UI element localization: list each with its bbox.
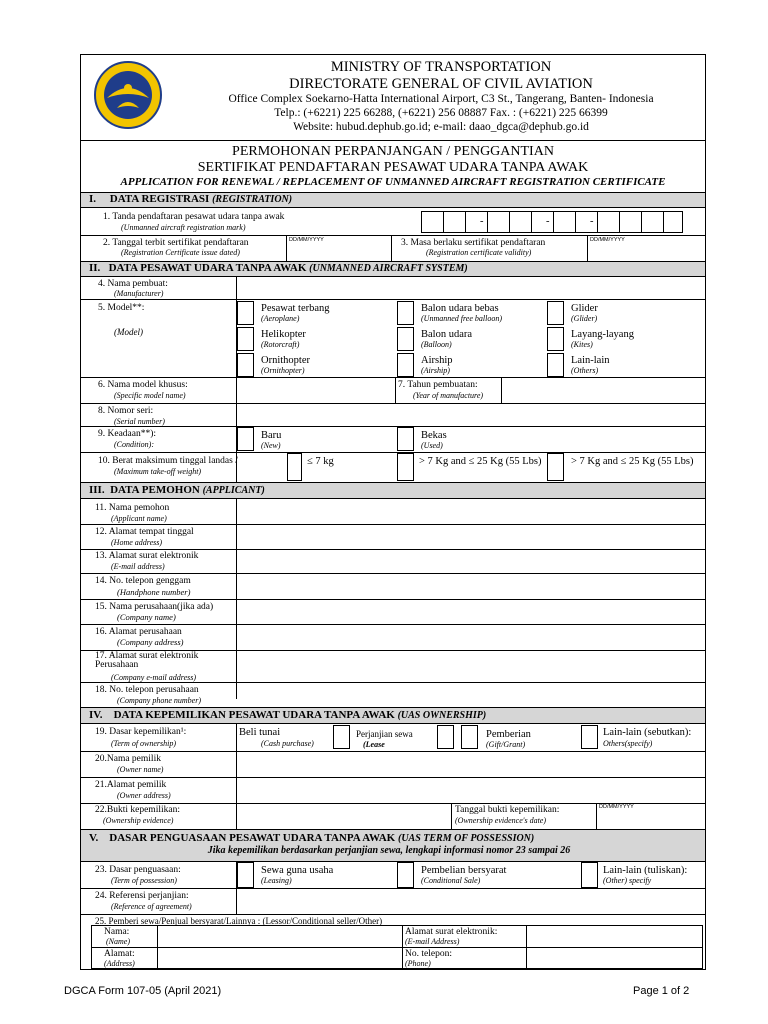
handphone-input[interactable] xyxy=(237,573,705,599)
section-applicant-header: III. DATA PEMOHON (APPLICANT) xyxy=(81,482,705,499)
year-label: 7. Tahun pembuatan: xyxy=(398,380,478,390)
mtow-over-25kg-label: > 7 Kg and ≤ 25 Kg (55 Lbs) xyxy=(571,456,694,467)
validity-label: 3. Masa berlaku sertifikat pendaftaran xyxy=(401,238,546,248)
model-kites-label: Layang-layang xyxy=(571,329,634,340)
condition-new-label: Baru xyxy=(261,430,282,441)
company-name-label: 15. Nama perusahaan(jika ada) xyxy=(95,602,214,612)
company-name-input[interactable] xyxy=(237,599,705,624)
issue-date-label-en: (Registration Certificate issue dated) xyxy=(121,248,240,257)
office-phone: Telp.: (+6221) 225 66288, (+6221) 256 08887 Fax. : (+6221) 225 66399 xyxy=(274,107,608,119)
model-glider-checkbox[interactable] xyxy=(547,301,564,325)
owner-name-input[interactable] xyxy=(237,751,705,777)
model-kites-checkbox[interactable] xyxy=(547,327,564,351)
company-phone-input[interactable] xyxy=(237,682,705,699)
ministry-title: MINISTRY OF TRANSPORTATION xyxy=(330,59,552,75)
own-others-label: Lain-lain (sebutkan): xyxy=(603,727,692,738)
model-balloon-label: Balon udara xyxy=(421,329,473,340)
model-airship-checkbox[interactable] xyxy=(397,353,414,377)
mtow-7-25kg-checkbox[interactable] xyxy=(397,453,414,481)
owner-address-label: 21.Alamat pemilik xyxy=(95,780,167,790)
reg-mark-label: 1. Tanda pendaftaran pesawat udara tanpa awak xyxy=(103,212,285,222)
possession-note: Jika kepemilikan berdasarkan perjanjian sewa, lengkapi informasi nomor 23 sampai 26 xyxy=(207,845,571,856)
handphone-label: 14. No. telepon genggam xyxy=(95,576,191,586)
model-others-checkbox[interactable] xyxy=(547,353,564,377)
own-others-checkbox[interactable] xyxy=(581,725,598,749)
validity-label-en: (Registration certificate validity) xyxy=(426,248,532,257)
serial-label: 8. Nomor seri: xyxy=(98,406,154,416)
lessor-phone-input[interactable] xyxy=(527,948,702,968)
lessor-phone-label: No. telepon: xyxy=(405,949,452,959)
year-input[interactable] xyxy=(502,377,705,403)
lessor-email-label: Alamat surat elektronik: xyxy=(405,927,498,937)
home-address-input[interactable] xyxy=(237,524,705,549)
condition-label: 9. Keadaan**): xyxy=(98,429,157,439)
own-lease-checkbox[interactable] xyxy=(437,725,454,749)
office-web: Website: hubud.dephub.go.id; e-mail: daao_dgca@dephub.go.id xyxy=(293,121,589,133)
specific-model-label: 6. Nama model khusus: xyxy=(98,380,188,390)
evidence-date-label: Tanggal bukti kepemilikan: xyxy=(455,805,560,815)
owner-address-input[interactable] xyxy=(237,777,705,803)
agreement-ref-label: 24. Referensi perjanjian: xyxy=(95,891,189,901)
evidence-date-input[interactable]: DD/MM/YYYY xyxy=(599,804,634,810)
model-rotorcraft-label: Helikopter xyxy=(261,329,306,340)
model-balloon-checkbox[interactable] xyxy=(397,327,414,351)
letterhead xyxy=(81,55,705,141)
form-frame: MINISTRY OF TRANSPORTATION DIRECTORATE GENERAL OF CIVIL AVIATION Office Complex Soekarno-Hatta International Airport, C3 St., Tangerang, Banten- Indonesia Telp.: (+6221) 225 66288, (+6221) 256 08887 Fax. : (+6221) 225 66399 Website: hubud.dephub.go.id; e-mail: daao_dgca@dephub.go.id PERMOHONAN PERPANJANGAN / PENGGANTIAN SERTIFIKAT PENDAFTARAN PESAWAT UDARA TANPA AWAK APPLICATION FOR RENEWAL / REPLACEMENT OF UNMANNED AIRCRAFT REGISTRATION CERTIFICATE I. DATA REGISTRASI (REGISTRATION) 1. Tanda pendaftaran pesawat udara tanpa awak (Unmanned aircraft registration mark) - - - 2. Tanggal terbit sertifikat pendaftaran (Registration Certificate issue dated) DD/MM/YYYY 3. Masa berlaku sertifikat pendaftaran (Registration certificate validity) DD/MM/YYYY II. DATA PESAWAT UDARA TANPA AWAK (UNMANNED AIRCRAFT SYSTEM) 4. Nama pembuat: (Manufacturer) 5. Model**: (Model) Pesawat terbang (Aeroplane) Balon udara bebas (Unmanned free balloon) Glider (Glider) Helikopter (Rotorcraft) Balon udara (Balloon) Layang-layang (Kites) Ornithopter (Ornithopter) Airship (Airship) Lain-lain (Others) 6. Nama model khusus: (Specific model name) 7. Tahun pembuatan: (Year of manufacture) 8. Nomor seri: (Serial number) 9. Keadaan**): (Condition): Baru (New) Bekas (Used) 10. Berat maksimum tinggal landas / (Maximum take-off weight) ≤ 7 kg > 7 Kg and ≤ 25 Kg (55 Lbs) > 7 Kg and ≤ 25 Kg (55 Lbs) III. DATA PEMOHON (APPLICANT) 11. Nama pemohon (Applicant name) 12. Alamat tempat tinggal (Home address) 13. Alamat surat elektronik (E-mail address) 14. No. telepon genggam (Handphone number) 15. Nama perusahaan(jika ada) (Company name) 16. Alamat perusahaan (Company address) 17. Alamat surat elektronik Perusahaan (Company e-mail address) 18. No. telepon perusahaan (Company phone number) IV. DATA KEPEMILIKAN PESAWAT UDARA TANPA AWAK (UAS OWNERSHIP) 19. Dasar kepemilikan¹: (Term of ownership) Beli tunai (Cash purchase) Perjanjian sewa (Lease Pemberian (Gift/Grant) Lain-lain (sebutkan): Others(specify) 20.Nama pemilik (Owner name) 21.Alamat pemilik (Owner address) 22.Bukti kepemilikan: (Ownership evidence) Tanggal bukti kepemilikan: (Ownership evidence's date) DD/MM/YYYY V. DASAR PENGUASAAN PESAWAT UDARA TANPA AWAK (UAS TERM OF POSSESSION) Jika kepemilikan berdasarkan perjanjian sewa, lengkapi informasi nomor 23 sampai 26 23. Dasar penguasaan: (Term of possession) Sewa guna usaha (Leasing) Pembelian bersyarat (Conditional Sale) Lain-lain (tuliskan): (Other) specify 24. Referensi perjanjian: (Reference of agreement) 25. Pemberi sewa/Penjual bersyarat/Lainnya : (Lessor/Conditional seller/Other) Nama: (Name) Alamat: (Address) Alamat surat elektronik: (E-mail Address) No. telepon: (Phone) xyxy=(80,54,706,970)
mtow-under-7kg-checkbox[interactable] xyxy=(287,453,302,481)
poss-leasing-label: Sewa guna usaha xyxy=(261,865,334,876)
ownership-term-label: 19. Dasar kepemilikan¹: xyxy=(95,727,187,737)
mtow-label: 10. Berat maksimum tinggal landas / xyxy=(98,456,238,466)
form-title-1: PERMOHONAN PERPANJANGAN / PENGGANTIAN xyxy=(232,144,554,159)
reg-mark-label-en: (Unmanned aircraft registration mark) xyxy=(121,223,246,232)
issue-date-label: 2. Tanggal terbit sertifikat pendaftaran xyxy=(103,238,249,248)
poss-conditional-label: Pembelian bersyarat xyxy=(421,865,507,876)
section-ownership-header: IV. DATA KEPEMILIKAN PESAWAT UDARA TANPA AWAK (UAS OWNERSHIP) xyxy=(81,707,705,724)
page-number: Page 1 of 2 xyxy=(633,985,690,997)
model-ornithopter-label: Ornithopter xyxy=(261,355,310,366)
own-gift-checkbox[interactable] xyxy=(461,725,478,749)
model-free-balloon-label: Balon udara bebas xyxy=(421,303,499,314)
model-airship-label: Airship xyxy=(421,355,453,366)
company-address-label: 16. Alamat perusahaan xyxy=(95,627,182,637)
lessor-table: Nama: (Name) Alamat: (Address) Alamat surat elektronik: (E-mail Address) No. telepon: (Phone) xyxy=(91,925,703,969)
mtow-7-25kg-label: > 7 Kg and ≤ 25 Kg (55 Lbs) xyxy=(419,456,542,467)
manufacturer-input[interactable] xyxy=(237,277,705,299)
model-ornithopter-checkbox[interactable] xyxy=(237,353,254,377)
ownership-evidence-input[interactable] xyxy=(237,803,451,829)
mtow-under-7kg-label: ≤ 7 kg xyxy=(307,456,334,467)
reg-mark-input[interactable]: - - - xyxy=(421,211,683,233)
lessor-email-input[interactable] xyxy=(527,926,702,947)
model-others-label: Lain-lain xyxy=(571,355,610,366)
applicant-name-label: 11. Nama pemohon xyxy=(95,503,170,513)
poss-conditional-checkbox[interactable] xyxy=(397,862,414,888)
specific-model-input[interactable] xyxy=(237,377,395,403)
serial-input[interactable] xyxy=(237,403,705,426)
possession-term-label: 23. Dasar penguasaan: xyxy=(95,865,181,875)
model-free-balloon-checkbox[interactable] xyxy=(397,301,414,325)
section-uas-header: II. DATA PESAWAT UDARA TANPA AWAK (UNMANNED AIRCRAFT SYSTEM) xyxy=(81,261,705,277)
section-registration-header: I. DATA REGISTRASI (REGISTRATION) xyxy=(81,192,705,208)
company-email-label: 17. Alamat surat elektronik Perusahaan xyxy=(95,651,199,670)
form-title-en: APPLICATION FOR RENEWAL / REPLACEMENT OF UNMANNED AIRCRAFT REGISTRATION CERTIFICATE xyxy=(120,176,666,188)
lessor-address-label: Alamat: xyxy=(104,949,135,959)
email-input[interactable] xyxy=(237,549,705,573)
own-gift-label: Pemberian xyxy=(486,729,531,740)
company-email-input[interactable] xyxy=(237,650,705,682)
poss-other-checkbox[interactable] xyxy=(581,862,598,888)
home-address-label: 12. Alamat tempat tinggal xyxy=(95,527,194,537)
condition-used-checkbox[interactable] xyxy=(397,427,414,451)
lessor-address-input[interactable] xyxy=(158,948,402,968)
company-address-input[interactable] xyxy=(237,624,705,650)
manufacturer-label: 4. Nama pembuat: xyxy=(98,279,168,289)
condition-new-checkbox[interactable] xyxy=(237,427,254,451)
model-label-en: (Model) xyxy=(114,327,143,337)
section-possession-header: V. DASAR PENGUASAAN PESAWAT UDARA TANPA AWAK (UAS TERM OF POSSESSION) Jika kepemilikan berdasarkan perjanjian sewa, lengkapi informasi nomor 23 sampai 26 xyxy=(81,829,705,862)
company-phone-label: 18. No. telepon perusahaan xyxy=(95,685,199,695)
mtow-over-25kg-checkbox[interactable] xyxy=(547,453,564,481)
owner-name-label: 20.Nama pemilik xyxy=(95,754,161,764)
condition-used-label: Bekas xyxy=(421,430,447,441)
manufacturer-label-en: (Manufacturer) xyxy=(114,289,164,298)
model-label: 5. Model**: xyxy=(98,303,145,313)
ownership-evidence-label: 22.Bukti kepemilikan: xyxy=(95,805,180,815)
applicant-name-input[interactable] xyxy=(237,499,705,524)
model-glider-label: Glider xyxy=(571,303,598,314)
validity-input[interactable]: DD/MM/YYYY xyxy=(590,237,625,243)
own-cash-checkbox[interactable] xyxy=(333,725,350,749)
directorate-title: DIRECTORATE GENERAL OF CIVIL AVIATION xyxy=(289,76,593,92)
form-code: DGCA Form 107-05 (April 2021) xyxy=(64,985,222,997)
agreement-ref-input[interactable] xyxy=(237,888,705,914)
own-cash-label: Beli tunai xyxy=(239,727,281,738)
lessor-name-input[interactable] xyxy=(158,926,402,947)
own-lease-label: Perjanjian sewa xyxy=(356,729,413,739)
model-rotorcraft-checkbox[interactable] xyxy=(237,327,254,351)
model-aeroplane-label: Pesawat terbang xyxy=(261,303,330,314)
lessor-label: 25. Pemberi sewa/Penjual bersyarat/Lainnya : (Lessor/Conditional seller/Other) xyxy=(95,916,383,926)
model-aeroplane-checkbox[interactable] xyxy=(237,301,254,325)
form-title-2: SERTIFIKAT PENDAFTARAN PESAWAT UDARA TANPA AWAK xyxy=(197,160,589,175)
poss-leasing-checkbox[interactable] xyxy=(237,862,254,888)
dgca-logo-icon xyxy=(93,60,163,130)
office-address: Office Complex Soekarno-Hatta International Airport, C3 St., Tangerang, Banten- Indonesia xyxy=(228,93,654,105)
poss-other-label: Lain-lain (tuliskan): xyxy=(603,865,688,876)
lessor-name-label: Nama: xyxy=(104,927,130,937)
email-label: 13. Alamat surat elektronik xyxy=(95,551,199,561)
issue-date-input[interactable]: DD/MM/YYYY xyxy=(289,237,324,243)
